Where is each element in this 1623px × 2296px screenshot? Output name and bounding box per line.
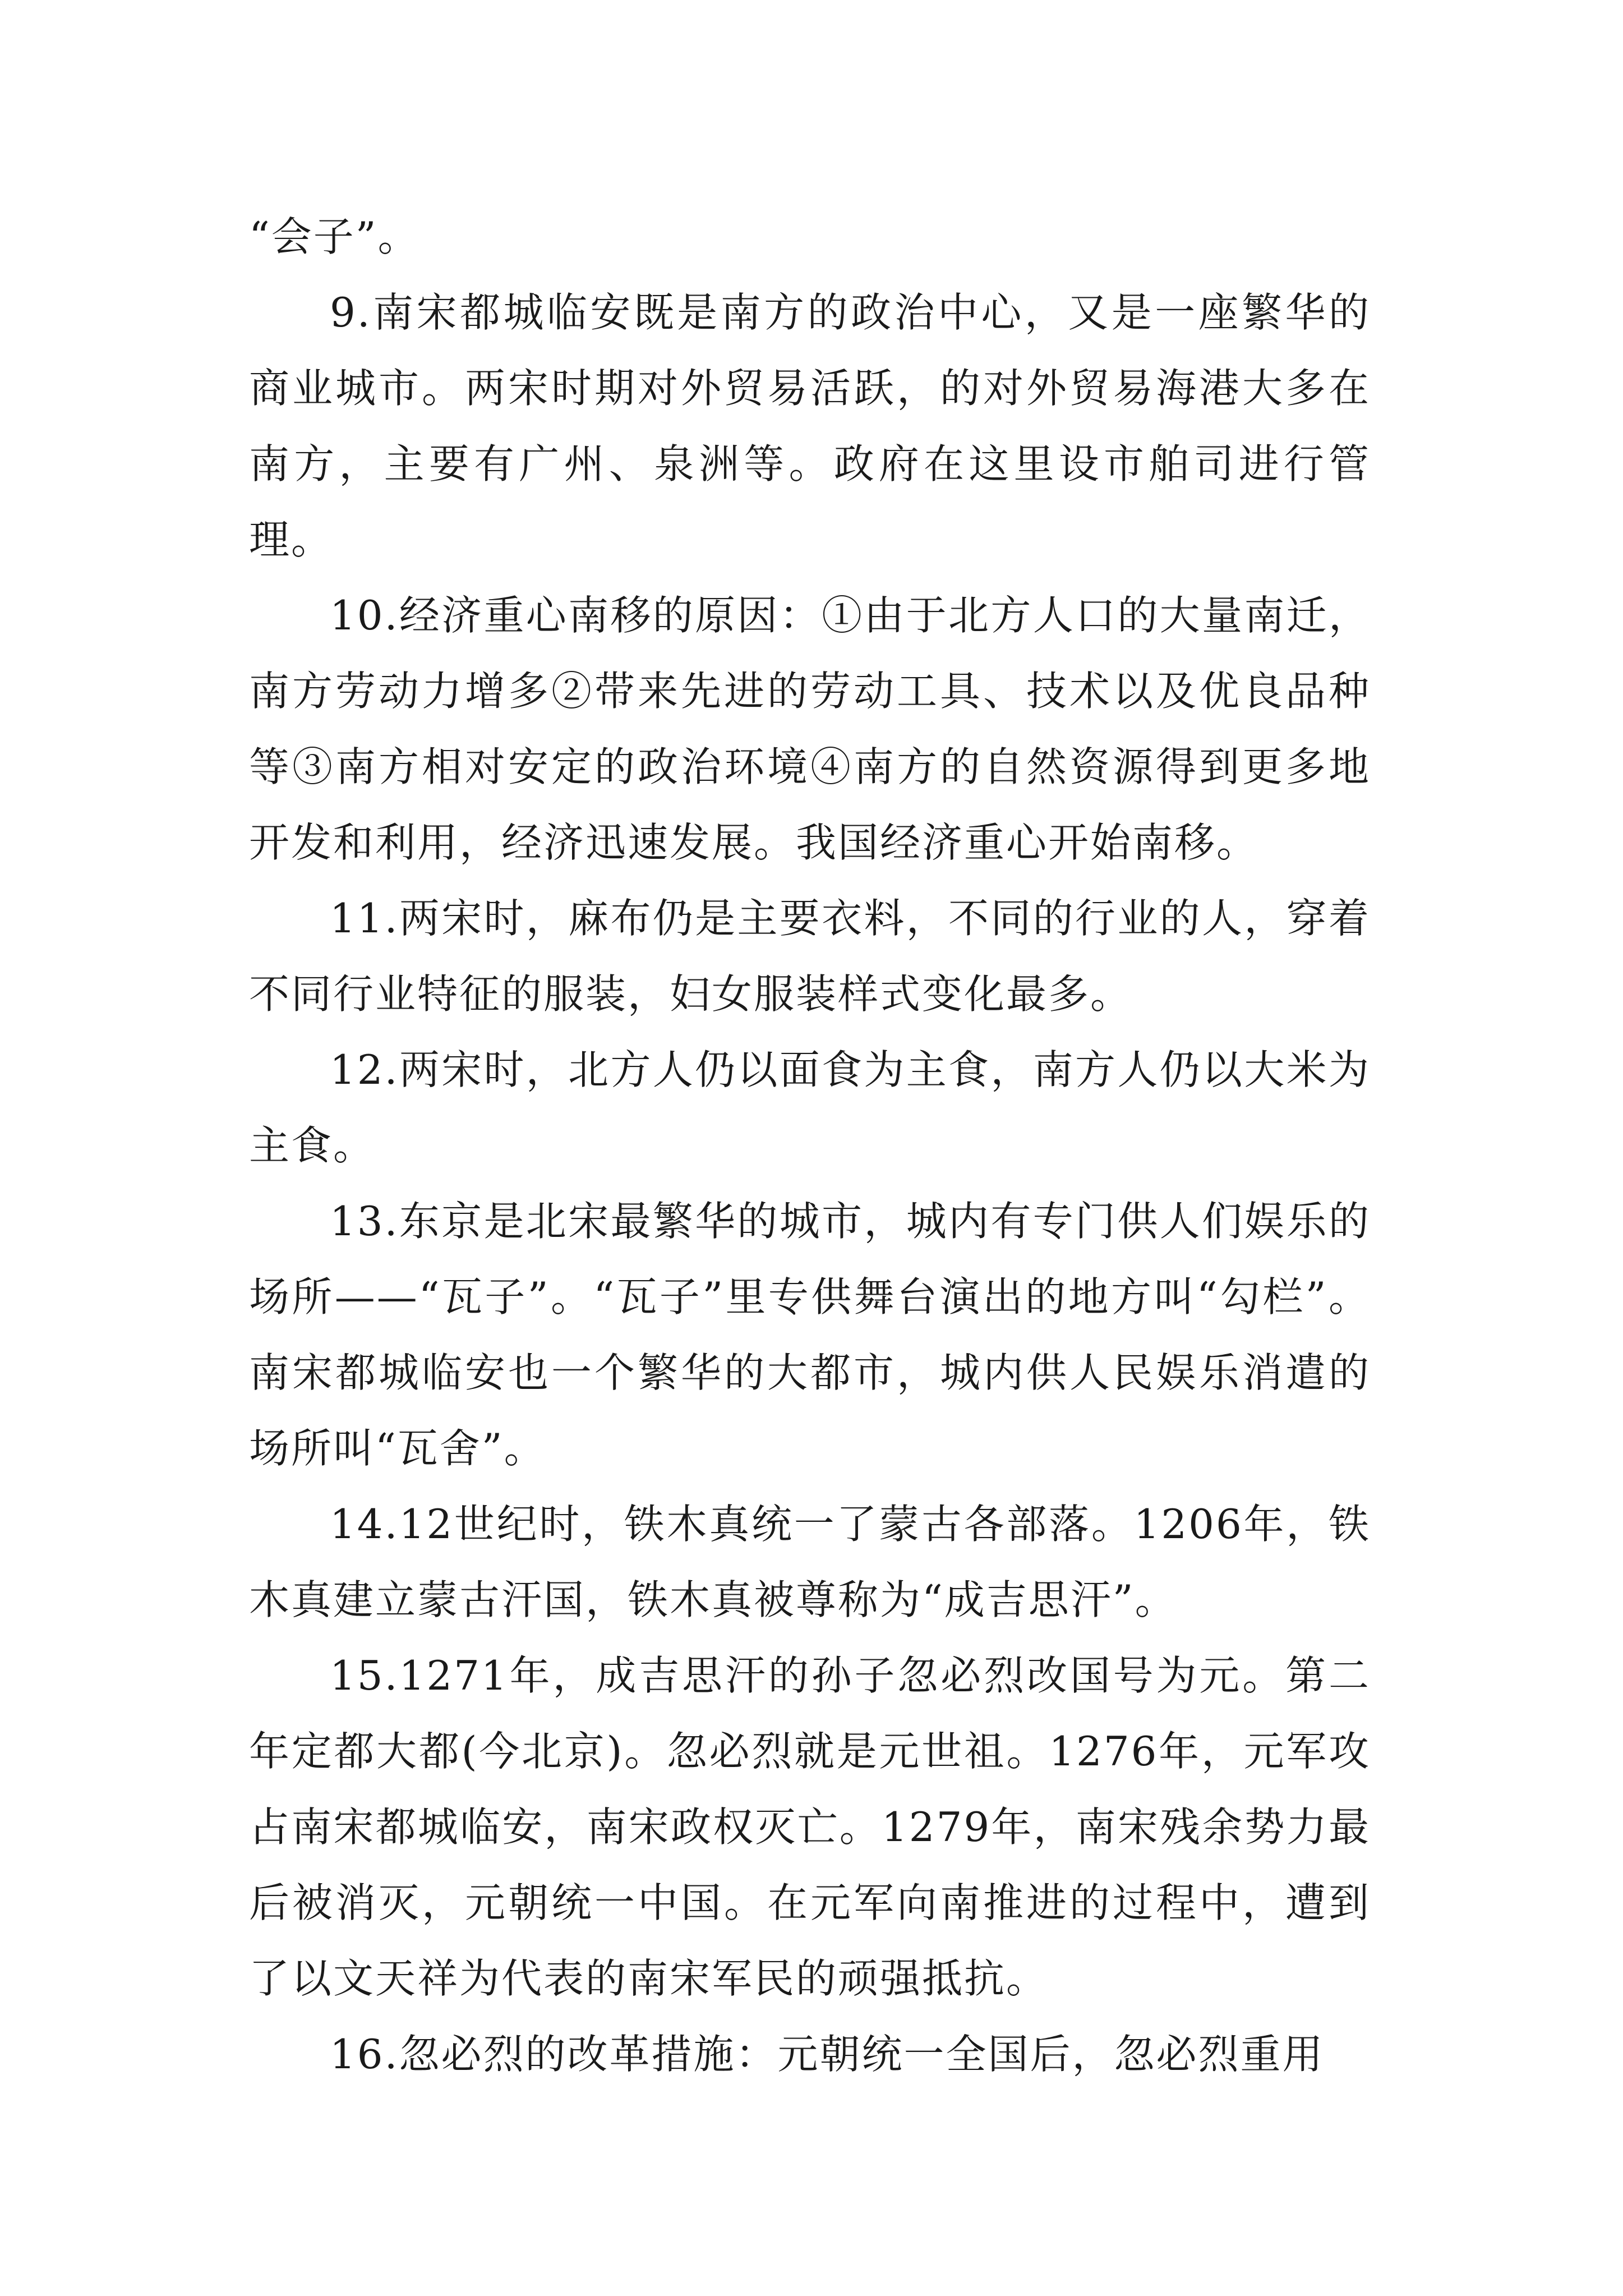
paragraph-item-11: 11.两宋时，麻布仍是主要衣料，不同的行业的人，穿着不同行业特征的服装，妇女服装样式变化最多。 <box>249 895 1371 1018</box>
document-body <box>249 199 1371 2092</box>
paragraph-item-9: 9.南宋都城临安既是南方的政治中心，又是一座繁华的商业城市。两宋时期对外贸易活跃，的对外贸易海港大多在南方，主要有广州、泉洲等。政府在这里设市舶司进行管理。 <box>249 289 1371 563</box>
paragraph-item-14: 14.12世纪时，铁木真统一了蒙古各部落。1206年，铁木真建立蒙古汗国，铁木真被尊称为“成吉思汗”。 <box>249 1501 1371 1623</box>
paragraph-item-16: 16.忽必烈的改革措施：元朝统一全国后，忽必烈重用 <box>330 2031 1325 2078</box>
paragraph-item-13: 13.东京是北宋最繁华的城市，城内有专门供人们娱乐的场所——“瓦子”。“瓦子”里专供舞台演出的地方叫“勾栏”。南宋都城临安也一个繁华的大都市，城内供人民娱乐消遣的场所叫“瓦舍”。 <box>249 1198 1371 1472</box>
paragraph-item-10: 10.经济重心南移的原因：①由于北方人口的大量南迁，南方劳动力增多②带来先进的劳动工具、技术以及优良品种等③南方相对安定的政治环境④南方的自然资源得到更多地开发和利用，经济迅速发展。我国经济重心开始南移。 <box>249 592 1371 866</box>
paragraph-item-15: 15.1271年，成吉思汗的孙子忽必烈改国号为元。第二年定都大都(今北京)。忽必烈就是元世祖。1276年，元军攻占南宋都城临安，南宋政权灭亡。1279年，南宋残余势力最后被消灭，元朝统一中国。在元军向南推进的过程中，遭到了以文天祥为代表的南宋军民的顽强抵抗。 <box>249 1652 1371 2002</box>
paragraph-continuation: “会子”。 <box>249 213 420 260</box>
paragraph-item-12: 12.两宋时，北方人仍以面食为主食，南方人仍以大米为主食。 <box>249 1046 1371 1169</box>
